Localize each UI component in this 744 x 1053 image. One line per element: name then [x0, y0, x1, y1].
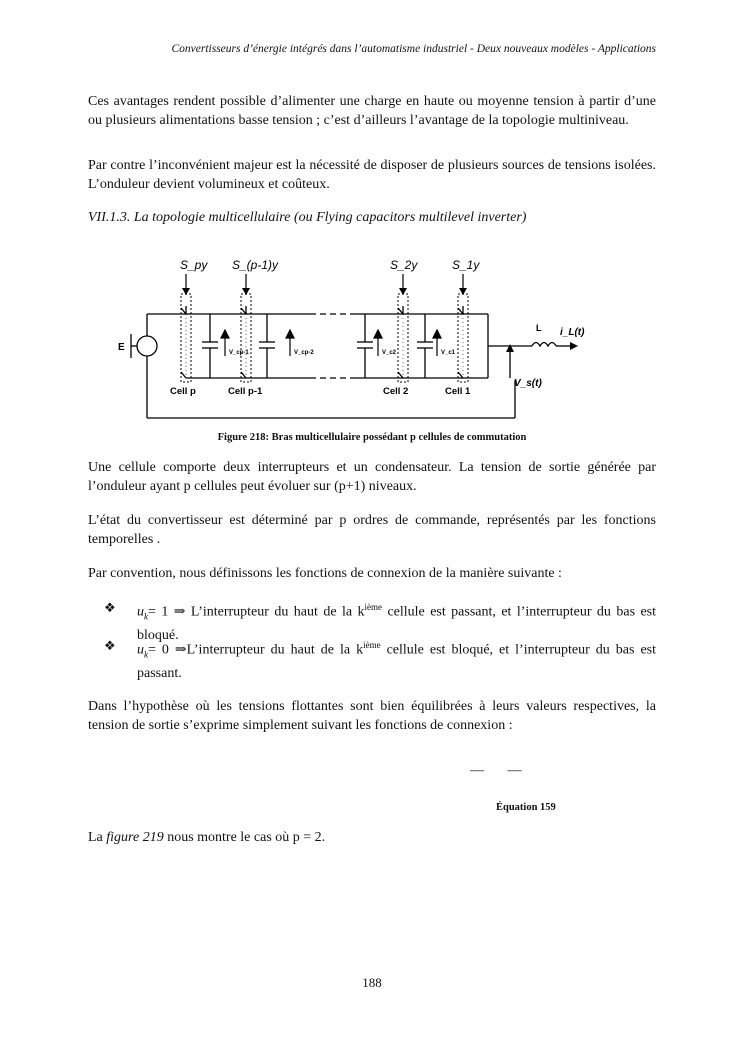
paragraph-convention: Par convention, nous définissons les fonctions de connexion de la manière suivante : [88, 566, 562, 581]
uk-var: u [137, 604, 144, 620]
ordinal-sup: ième [364, 602, 383, 612]
bullet-uk-0 [104, 636, 656, 683]
top-switch [458, 308, 463, 314]
paragraph-converter-state: L’état du convertisseur est déterminé par p ordres de commande, représentés par les fonctions temporelles . [88, 513, 656, 547]
uk-sub: k [144, 611, 148, 622]
bottom-switch [181, 372, 186, 378]
switch-label-spy: S_py [180, 258, 208, 272]
top-switch [398, 308, 403, 314]
switch-label-s1y: S_1y [452, 258, 480, 272]
vc-label-1: V_c1 [441, 350, 456, 356]
vs-arrow-head [506, 344, 514, 352]
multicell-figure [100, 250, 600, 425]
paragraph-output-voltage: Dans l’hypothèse où les tensions flottantes sont bien équilibrées à leurs valeurs respectives, la tension de sortie s’exprime simplement suivant les fonctions de connexion : [88, 699, 656, 733]
uk-var: u [137, 642, 144, 658]
equation-label: Équation 159 [496, 802, 556, 813]
diamond-bullet-icon: ❖ [104, 600, 116, 615]
paragraph-advantages: Ces avantages rendent possible d’alimenter une charge en haute ou moyenne tension à partir d’une ou plusieurs alimentations basse tension ; c’est d’ailleurs l’avantage de la topologie multiniveau. [88, 94, 656, 128]
uk-sub: k [144, 649, 148, 660]
equation-placeholder: — — [470, 763, 532, 778]
vc-label-p2: V_cp-2 [294, 350, 314, 356]
switch-label-sp1y: S_(p-1)y [232, 258, 279, 272]
source-label: E [118, 342, 125, 353]
top-switch [241, 308, 246, 314]
ref-post: nous montre le cas où p = 2. [163, 830, 326, 845]
inductor-symbol [532, 343, 556, 347]
section-heading: VII.1.3. La topologie multicellulaire (ou Flying capacitors multilevel inverter) [88, 210, 527, 225]
uk-statement: = 0 ⇒L’interrupteur du haut de la k [148, 642, 364, 658]
paragraph-drawback: Par contre l’inconvénient majeur est la nécessité de disposer de plusieurs sources de tensions isolées. L’onduleur devient volumineux et coûteux. [88, 158, 656, 192]
bottom-switch [241, 372, 246, 378]
control-arrow-head [182, 288, 190, 295]
current-label: i_L(t) [560, 327, 585, 338]
vc-label-2: V_c2 [382, 350, 397, 356]
inductor-label: L [536, 323, 542, 333]
current-arrow-head [570, 342, 578, 350]
output-voltage-label: V_s(t) [514, 378, 542, 389]
control-arrow-head [459, 288, 467, 295]
top-switch [181, 308, 186, 314]
running-header: Convertisseurs d’énergie intégrés dans l’automatisme industriel - Deux nouveaux modèles - Applications [171, 43, 656, 55]
source-e-symbol [137, 336, 157, 356]
uk-rest: cellule est bloqué, et l’interrupteur du bas est passant. [137, 642, 657, 682]
figure-caption: Figure 218: Bras multicellulaire possédant p cellules de commutation [217, 432, 527, 443]
diamond-bullet-icon: ❖ [104, 638, 116, 653]
figure-reference: figure 219 [106, 830, 164, 845]
ordinal-sup: ième [363, 640, 381, 650]
page-number: 188 [362, 975, 382, 990]
cell-label-p1: Cell p-1 [228, 386, 263, 397]
bottom-switch [398, 372, 403, 378]
paragraph-cell-description: Une cellule comporte deux interrupteurs et un condensateur. La tension de sortie générée par l’onduleur ayant p cellules peut évoluer sur (p+1) niveaux. [88, 460, 656, 494]
uk-rest: cellule est passant, et l’interrupteur du bas est bloqué. [137, 604, 656, 644]
control-arrow-head [242, 288, 250, 295]
vc-label-p1: V_cp-1 [229, 350, 249, 356]
paragraph-figure-ref [88, 828, 656, 847]
bottom-switch [458, 372, 463, 378]
switch-label-s2y: S_2y [390, 258, 418, 272]
cell-label-p: Cell p [170, 386, 196, 397]
cell-label-1: Cell 1 [445, 386, 471, 397]
ref-pre: La [88, 830, 107, 845]
cell-label-2: Cell 2 [383, 386, 409, 397]
control-arrow-head [399, 288, 407, 295]
uk-statement: = 1 ⇒ L’interrupteur du haut de la k [148, 604, 365, 620]
